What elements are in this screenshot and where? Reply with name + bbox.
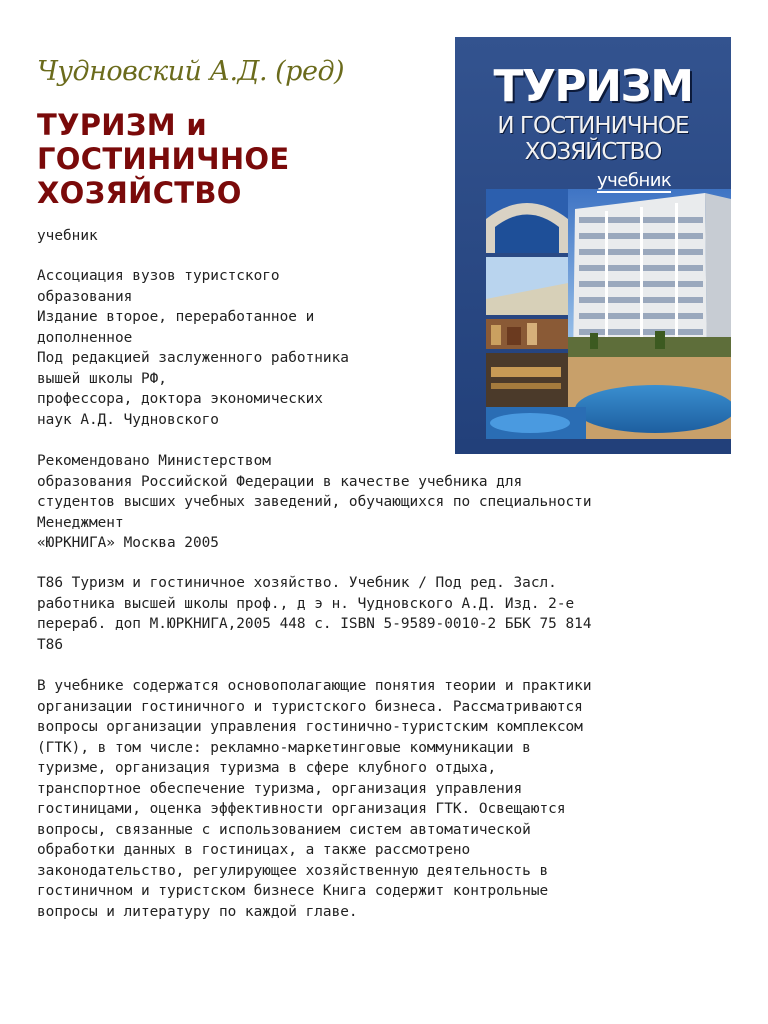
abstract	[37, 676, 592, 922]
publisher-line: профессора, доктора экономических	[37, 391, 323, 407]
subtitle-text: учебник	[37, 228, 98, 244]
cover-title-big: ТУРИЗМ	[493, 61, 693, 112]
publisher-line: Ассоциация вузов туристского	[37, 268, 280, 284]
publisher-line: вышей школы РФ,	[37, 370, 167, 387]
publisher-line: Под редакцией заслуженного работника	[37, 350, 349, 366]
cover-title-line: И ГОСТИНИЧНОЕ	[497, 113, 689, 139]
recommendation-line: Менеджмент	[37, 514, 124, 531]
recommendation	[37, 451, 592, 554]
abstract-line: гостиничном и туристском бизнесе Книга содержит контрольные	[37, 883, 549, 899]
abstract-line: транспортное обеспечение туризма, организация управления	[37, 780, 523, 797]
recommendation-line: Рекомендовано Министерством	[37, 453, 271, 469]
abstract-line: (ГТК), в том числе: рекламно-маркетинговые коммуникации в	[37, 739, 531, 756]
abstract-line: гостиницами, оценка эффективности организация ГТК. Освещаются	[37, 801, 566, 817]
recommendation-line: студентов высших учебных заведений, обучающихся по специальности	[37, 494, 592, 510]
cover-title-line: ХОЗЯЙСТВО	[524, 139, 662, 165]
cover-label: учебник	[597, 170, 672, 191]
abstract-line: обработки данных в гостиницах, а также рассмотрено	[37, 842, 471, 858]
book-title-line: ГОСТИНИЧНОЕ	[37, 142, 290, 176]
abstract-line: туризме, организация туризма в сфере клубного отдыха,	[37, 760, 497, 776]
abstract-line: вопросы и литературу по каждой главе.	[37, 903, 358, 920]
recommendation-line: образования Российской Федерации в качестве учебника для	[37, 473, 523, 490]
catalog-line: перераб. доп М.ЮРКНИГА,2005 448 с. ISBN 5-9589-0010-2 ББК 75 814	[37, 616, 592, 632]
hotel-building	[568, 193, 731, 367]
abstract-line: вопросы организации управления гостинично-туристским комплексом	[37, 719, 583, 735]
publisher-info	[37, 266, 349, 430]
catalog-line: работника высшей школы проф., д э н. Чудновского А.Д. Изд. 2-е	[37, 595, 575, 612]
book-cover-image	[455, 37, 731, 454]
publisher-line: дополненное	[37, 329, 133, 346]
recommendation-line: «ЮРКНИГА» Москва 2005	[37, 535, 219, 551]
pool	[575, 385, 731, 433]
book-title-line: ТУРИЗМ и	[37, 108, 207, 142]
catalog-record	[37, 573, 592, 655]
abstract-line: законодательство, регулирующее хозяйственную деятельность в	[37, 862, 549, 879]
book-title	[37, 108, 289, 210]
catalog-line: Т86	[37, 636, 63, 653]
publisher-line: образования	[37, 288, 133, 305]
abstract-line: организации гостиничного и туристского бизнеса. Рассматриваются	[37, 698, 583, 715]
abstract-line: вопросы, связанные с использованием систем автоматической	[37, 821, 531, 838]
publisher-line: наук А.Д. Чудновского	[37, 411, 219, 428]
book-title-line: ХОЗЯЙСТВО	[37, 176, 242, 210]
catalog-line: Т86 Туризм и гостиничное хозяйство. Учебник / Под ред. Засл.	[37, 575, 557, 591]
publisher-line: Издание второе, переработанное и	[37, 309, 315, 325]
abstract-line: В учебнике содержатся основополагающие понятия теории и практики	[37, 678, 592, 694]
author-name: Чудновский А.Д. (ред)	[37, 56, 345, 87]
book-subtitle	[37, 226, 98, 247]
